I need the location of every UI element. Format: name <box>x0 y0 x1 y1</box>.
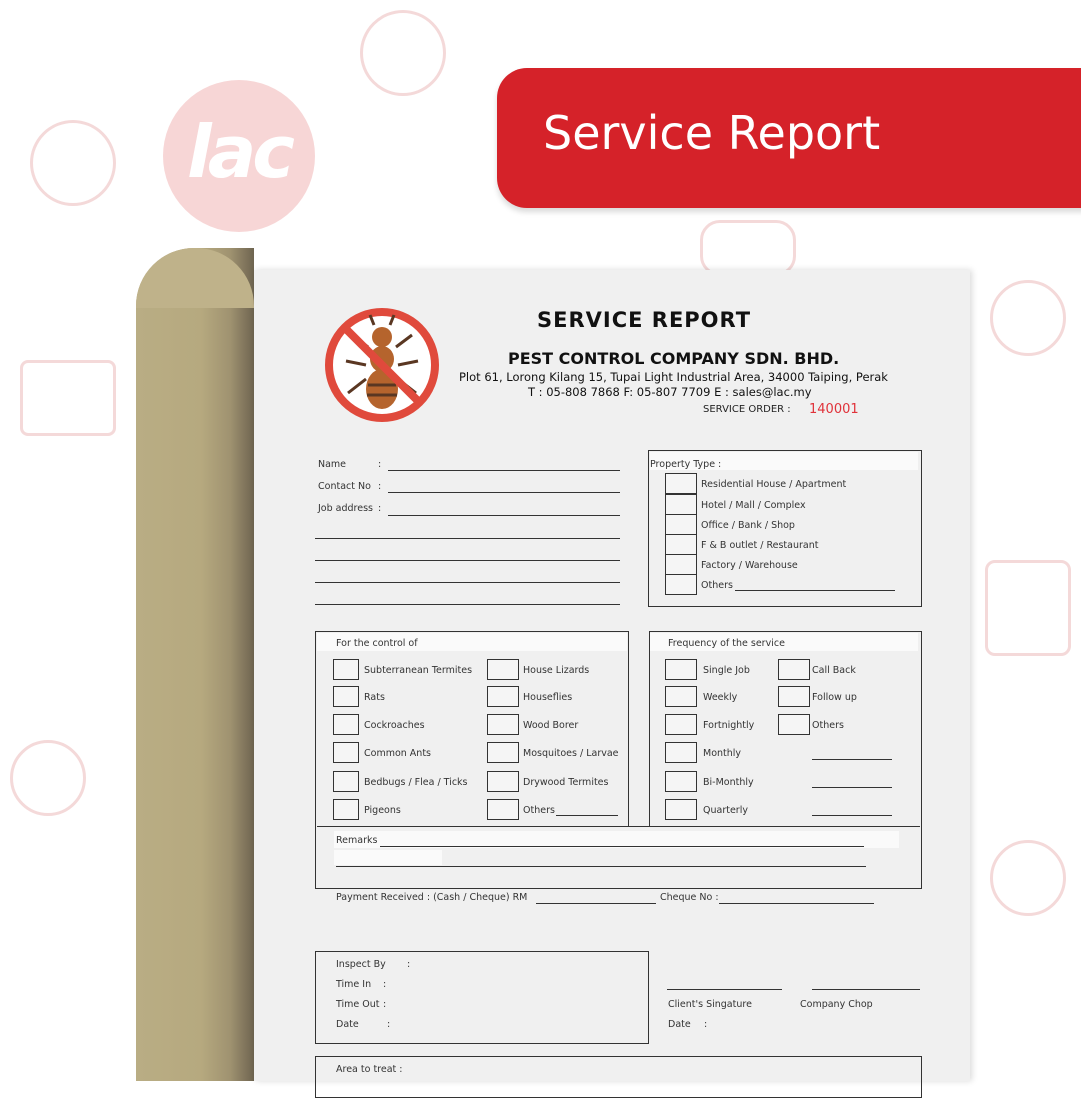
frequency-checkbox[interactable] <box>665 799 697 820</box>
remarks-field[interactable] <box>380 846 864 847</box>
time-in-colon: : <box>383 979 387 990</box>
frequency-option: Call Back <box>812 665 856 676</box>
job-address-line[interactable] <box>315 604 620 605</box>
frequency-checkbox[interactable] <box>665 742 697 763</box>
pest-checkbox[interactable] <box>333 771 359 792</box>
frequency-checkbox[interactable] <box>778 659 810 680</box>
frequency-option: Quarterly <box>703 805 748 816</box>
payment-amount-field[interactable] <box>536 903 656 904</box>
pest-checkbox[interactable] <box>333 659 359 680</box>
pest-checkbox[interactable] <box>333 686 359 707</box>
pest-checkbox[interactable] <box>333 742 359 763</box>
property-others-field[interactable] <box>735 590 895 591</box>
property-option: Residential House / Apartment <box>701 479 847 490</box>
property-checkbox[interactable] <box>665 473 697 494</box>
inspect-date-colon: : <box>387 1019 391 1030</box>
company-name: PEST CONTROL COMPANY SDN. BHD. <box>508 349 840 368</box>
company-chop-field[interactable] <box>812 989 920 990</box>
area-to-treat-label: Area to treat : <box>336 1064 403 1075</box>
frequency-option: Weekly <box>703 692 738 703</box>
job-address-colon: : <box>378 503 382 514</box>
frequency-checkbox[interactable] <box>665 659 697 680</box>
time-out-label: Time Out <box>336 999 380 1010</box>
pest-option: Subterranean Termites <box>364 665 473 676</box>
pest-option: Bedbugs / Flea / Ticks <box>364 777 468 788</box>
time-in-label: Time In <box>336 979 372 990</box>
pest-option: House Lizards <box>523 665 590 676</box>
service-report-form <box>254 270 970 1081</box>
background-doodle <box>10 740 86 816</box>
company-chop-label: Company Chop <box>800 999 873 1010</box>
name-field[interactable] <box>388 470 620 471</box>
frequency-checkbox[interactable] <box>665 714 697 735</box>
job-address-field[interactable] <box>388 515 620 516</box>
frequency-option: Monthly <box>703 748 742 759</box>
background-doodle <box>360 10 446 96</box>
contact-no-field[interactable] <box>388 492 620 493</box>
cheque-no-field[interactable] <box>719 903 874 904</box>
area-to-treat-box <box>315 1056 922 1098</box>
remarks-label: Remarks <box>336 835 378 846</box>
pest-checkbox[interactable] <box>487 799 519 820</box>
remarks-bar-2 <box>334 850 442 865</box>
pest-option: Wood Borer <box>523 720 579 731</box>
background-doodle <box>30 120 116 206</box>
pest-checkbox[interactable] <box>487 686 519 707</box>
form-title: SERVICE REPORT <box>537 308 752 332</box>
contact-colon: : <box>378 481 382 492</box>
notebook-binding-roll <box>136 248 254 1081</box>
frequency-checkbox[interactable] <box>665 686 697 707</box>
property-option: Factory / Warehouse <box>701 560 798 571</box>
property-checkbox[interactable] <box>665 574 697 595</box>
background-doodle <box>985 560 1071 656</box>
inspect-by-label: Inspect By <box>336 959 386 970</box>
property-checkbox[interactable] <box>665 534 697 555</box>
property-option: Office / Bank / Shop <box>701 520 795 531</box>
frequency-checkbox[interactable] <box>665 771 697 792</box>
pest-checkbox[interactable] <box>487 771 519 792</box>
job-address-line[interactable] <box>315 538 620 539</box>
property-type-heading: Property Type : <box>650 459 722 470</box>
service-order-label: SERVICE ORDER : <box>703 404 791 415</box>
company-contact: T : 05-808 7868 F: 05-807 7709 E : sales@lac.my <box>528 385 812 399</box>
frequency-blank-line[interactable] <box>812 759 892 760</box>
frequency-option: Others <box>812 720 844 731</box>
property-checkbox[interactable] <box>665 554 697 575</box>
frequency-option: Single Job <box>703 665 750 676</box>
pest-checkbox[interactable] <box>333 799 359 820</box>
payment-label: Payment Received : (Cash / Cheque) RM <box>336 892 528 903</box>
frequency-option: Fortnightly <box>703 720 755 731</box>
pest-checkbox[interactable] <box>333 714 359 735</box>
property-option: Hotel / Mall / Complex <box>701 500 806 511</box>
pest-option: Houseflies <box>523 692 573 703</box>
frequency-heading: Frequency of the service <box>668 638 785 649</box>
pest-option: Others <box>523 805 555 816</box>
pest-option: Cockroaches <box>364 720 425 731</box>
frequency-blank-line[interactable] <box>812 815 892 816</box>
job-address-line[interactable] <box>315 582 620 583</box>
job-address-label: Job address <box>318 503 373 514</box>
sign-date-label: Date <box>668 1019 691 1030</box>
property-option: Others <box>701 580 733 591</box>
remarks-divider <box>317 826 920 827</box>
background-doodle <box>990 280 1066 356</box>
banner-title: Service Report <box>543 106 881 160</box>
column-divider <box>628 631 650 827</box>
client-signature-field[interactable] <box>667 989 782 990</box>
property-option: F & B outlet / Restaurant <box>701 540 819 551</box>
background-doodle <box>700 220 796 276</box>
cheque-label: Cheque No : <box>660 892 719 903</box>
sign-date-colon: : <box>704 1019 708 1030</box>
pest-checkbox[interactable] <box>487 659 519 680</box>
remarks-field-2[interactable] <box>336 866 866 867</box>
name-label: Name <box>318 459 347 470</box>
frequency-checkbox[interactable] <box>778 714 810 735</box>
control-heading: For the control of <box>336 638 418 649</box>
no-pest-icon <box>324 307 440 423</box>
frequency-blank-line[interactable] <box>812 787 892 788</box>
pest-checkbox[interactable] <box>487 742 519 763</box>
property-checkbox[interactable] <box>665 514 697 535</box>
time-out-colon: : <box>383 999 387 1010</box>
contact-no-label: Contact No <box>318 481 371 492</box>
company-address: Plot 61, Lorong Kilang 15, Tupai Light Industrial Area, 34000 Taiping, Perak <box>459 370 888 384</box>
pest-checkbox[interactable] <box>487 714 519 735</box>
job-address-line[interactable] <box>315 560 620 561</box>
pest-others-field[interactable] <box>556 815 618 816</box>
client-signature-label: Client's Singature <box>668 999 752 1010</box>
pest-option: Rats <box>364 692 385 703</box>
service-report-banner <box>497 68 1081 208</box>
background-doodle <box>990 840 1066 916</box>
pest-option: Drywood Termites <box>523 777 609 788</box>
property-checkbox[interactable] <box>665 494 697 515</box>
inspect-by-colon: : <box>407 959 411 970</box>
background-doodle <box>20 360 116 436</box>
service-order-number: 140001 <box>809 402 859 417</box>
pest-option: Pigeons <box>364 805 401 816</box>
lac-logo: lac <box>163 80 315 232</box>
frequency-checkbox[interactable] <box>778 686 810 707</box>
name-colon: : <box>378 459 382 470</box>
pest-option: Mosquitoes / Larvae <box>523 748 619 759</box>
pest-option: Common Ants <box>364 748 432 759</box>
inspect-date-label: Date <box>336 1019 359 1030</box>
frequency-option: Follow up <box>812 692 857 703</box>
frequency-option: Bi-Monthly <box>703 777 754 788</box>
